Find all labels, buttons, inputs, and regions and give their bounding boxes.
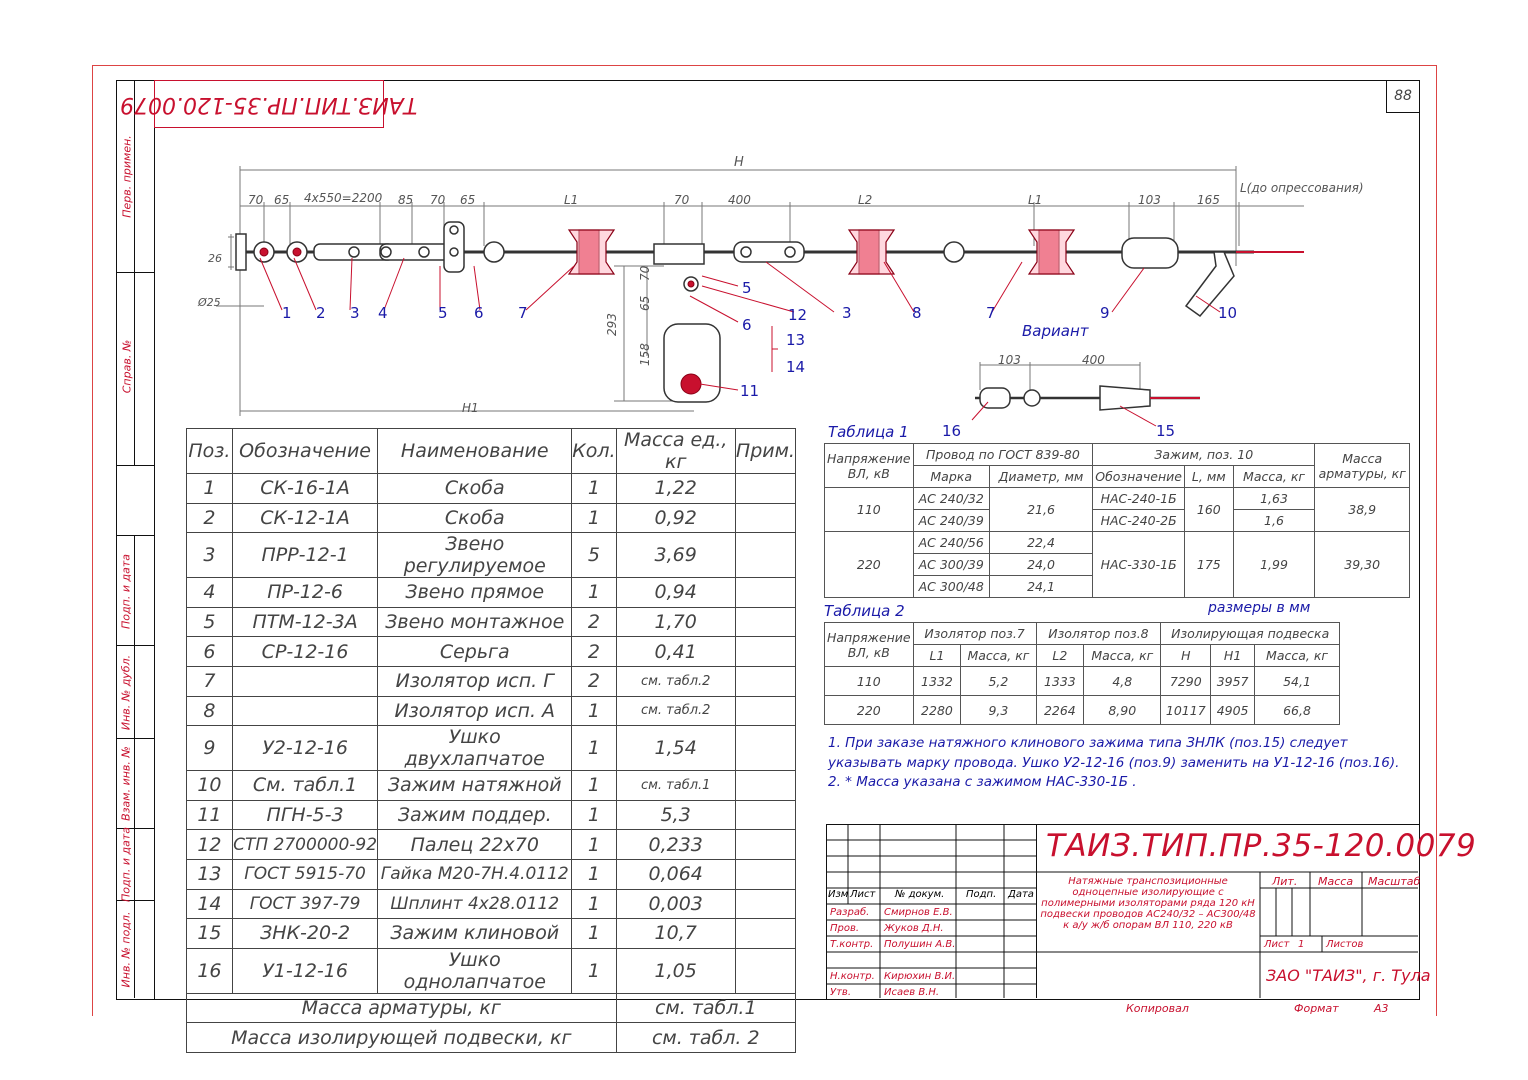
cell: Шплинт 4х28.0112 <box>378 889 572 919</box>
doc-title: Натяжные транспозиционные одноцепные изолирующие с полимерными изоляторами ряда 120 кН подвески проводов АС240/32 – АС300/48 к а/у ж/б опорам ВЛ 110, 220 кВ <box>1040 876 1256 931</box>
tb-role-5: Н.контр. <box>830 971 875 982</box>
table-row <box>187 696 796 726</box>
variant-dim-400: 400 <box>1082 353 1105 367</box>
cell: Серьга <box>378 637 572 667</box>
t1-h-clamp: Зажим, поз. 10 <box>1093 444 1315 466</box>
cell: 3,69 <box>616 533 735 578</box>
dim-L-note: L(до опрессования) <box>1240 181 1364 195</box>
cell: см. табл.2 <box>616 666 735 696</box>
cell: АС 300/48 <box>913 576 989 598</box>
cell: 1,99 <box>1233 532 1315 598</box>
tb-sheet: Лист <box>1264 939 1290 950</box>
cell: 10117 <box>1161 696 1211 725</box>
cell: 175 <box>1184 532 1233 598</box>
cell: 39,30 <box>1315 532 1410 598</box>
callout-6b: 6 <box>742 316 752 334</box>
table2 <box>824 622 1340 725</box>
dim-293: 293 <box>605 313 619 336</box>
callout-10: 10 <box>1218 304 1238 322</box>
cell: 7290 <box>1161 667 1211 696</box>
cell: 220 <box>825 532 914 598</box>
cell: 0,003 <box>616 889 735 919</box>
t1-h-desig: Обозначение <box>1093 466 1185 488</box>
t2-h-susp: Изолирующая подвеска <box>1161 623 1340 645</box>
cell: 5,3 <box>616 800 735 830</box>
cell: ПРР-12-1 <box>232 533 377 578</box>
cell: Изолятор исп. А <box>378 696 572 726</box>
cell: 1,22 <box>616 474 735 504</box>
cell: 0,064 <box>616 859 735 889</box>
cell <box>735 666 795 696</box>
cell: 1 <box>572 771 616 801</box>
tb-name-3: Полушин А.В. <box>884 939 956 950</box>
cell: ПТМ-12-3А <box>232 607 377 637</box>
cell: 220 <box>825 696 914 725</box>
cell: 10 <box>187 771 233 801</box>
dim-70b: 70 <box>430 193 446 207</box>
tb-name-5: Кирюхин В.И. <box>884 971 956 982</box>
tb-name-6: Исаев В.Н. <box>884 987 940 998</box>
format-value: А3 <box>1374 1002 1389 1015</box>
callout-4: 4 <box>378 304 388 322</box>
cell: Масса арматуры, кг <box>187 993 617 1023</box>
copied-label: Копировал <box>1126 1002 1189 1015</box>
cell: ПГН-5-3 <box>232 800 377 830</box>
side-label-podp1: Подп. и дата <box>119 554 133 629</box>
cell: Зажим поддер. <box>378 800 572 830</box>
table-row <box>187 503 796 533</box>
cell: L2 <box>1036 645 1084 667</box>
variant-callout-16: 16 <box>942 422 962 440</box>
notes <box>828 734 1399 793</box>
cell <box>735 919 795 949</box>
dim-70c: 70 <box>674 193 690 207</box>
cell: Звено прямое <box>378 578 572 608</box>
callout-8: 8 <box>912 304 922 322</box>
spec-h-qty: Кол. <box>572 429 616 474</box>
tb-name-2: Жуков Д.Н. <box>884 923 944 934</box>
cell: 1 <box>572 919 616 949</box>
side-label-sprav: Справ. № <box>120 339 134 394</box>
cell: ГОСТ 397-79 <box>232 889 377 919</box>
cell: 14 <box>187 889 233 919</box>
callout-2: 2 <box>316 304 326 322</box>
cell: 1,54 <box>616 726 735 771</box>
side-label-perv: Перв. примен. <box>120 135 134 218</box>
format-label: Формат <box>1294 1002 1339 1015</box>
cell: Масса, кг <box>1255 645 1340 667</box>
cell <box>735 948 795 993</box>
spec-h-pos: Поз. <box>187 429 233 474</box>
cell: НАС-240-1Б <box>1093 488 1185 510</box>
variant-callout-15: 15 <box>1156 422 1176 440</box>
table-row <box>187 830 796 860</box>
cell: 0,41 <box>616 637 735 667</box>
cell: 15 <box>187 919 233 949</box>
tb-col-izm: Изм <box>828 889 849 900</box>
cell: L1 <box>913 645 961 667</box>
spec-h-name: Наименование <box>378 429 572 474</box>
table-row <box>187 666 796 696</box>
cell: СК-16-1А <box>232 474 377 504</box>
mirrored-doc-code-text: ТАИЗ.ТИП.ПР.35-120.0079 <box>120 91 418 117</box>
cell: 1,6 <box>1233 510 1315 532</box>
tb-role-1: Разраб. <box>830 907 870 918</box>
cell: 54,1 <box>1255 667 1340 696</box>
cell: 3 <box>187 533 233 578</box>
spec-h-mass: Масса ед., кг <box>616 429 735 474</box>
table-row <box>187 726 796 771</box>
t1-h-diam: Диаметр, мм <box>989 466 1092 488</box>
spec-footer-row <box>187 993 796 1023</box>
page-number: 88 <box>1394 88 1412 104</box>
dim-65b: 65 <box>460 193 476 207</box>
cell: АС 300/39 <box>913 554 989 576</box>
dim-70a: 70 <box>248 193 264 207</box>
cell: НАС-330-1Б <box>1093 532 1185 598</box>
cell: 3957 <box>1211 667 1255 696</box>
company: ЗАО "ТАИЗ", г. Тула <box>1266 966 1431 985</box>
cell: У1-12-16 <box>232 948 377 993</box>
cell: НАС-240-2Б <box>1093 510 1185 532</box>
t1-h-mass: Масса арматуры, кг <box>1315 444 1410 488</box>
t1-h-mark: Марка <box>913 466 989 488</box>
side-label-vzam: Взам. инв. № <box>119 746 133 821</box>
cell: 16 <box>187 948 233 993</box>
dim-70v: 70 <box>638 265 652 281</box>
dim-165: 165 <box>1197 193 1220 207</box>
table-row <box>187 607 796 637</box>
tb-sheet-no: 1 <box>1298 939 1305 950</box>
dim-L1b: L1 <box>1028 193 1043 207</box>
cell: 4 <box>187 578 233 608</box>
cell: 2264 <box>1036 696 1084 725</box>
side-label-podp2: Подп. и дата <box>119 827 133 902</box>
cell: СР-12-16 <box>232 637 377 667</box>
cell: 1333 <box>1036 667 1084 696</box>
table-row <box>187 474 796 504</box>
tb-col-list: Лист <box>850 889 876 900</box>
tb-role-2: Пров. <box>830 923 860 934</box>
cell: 1 <box>572 948 616 993</box>
cell <box>735 889 795 919</box>
table-row <box>187 948 796 993</box>
dim-85: 85 <box>398 193 414 207</box>
cell <box>735 607 795 637</box>
cell <box>735 578 795 608</box>
spec-h-desig: Обозначение <box>232 429 377 474</box>
side-label-inv-podl: Инв. № подл. <box>119 911 133 988</box>
cell: 7 <box>187 666 233 696</box>
tb-mass: Масса <box>1318 875 1354 888</box>
cell: 8,90 <box>1084 696 1161 725</box>
tb-col-podp: Подп. <box>966 889 997 900</box>
cell: Масса изолирующей подвески, кг <box>187 1023 617 1053</box>
cell <box>232 666 377 696</box>
cell: см. табл.2 <box>616 696 735 726</box>
dim-H1: H1 <box>462 401 479 415</box>
t1-h-L: L, мм <box>1184 466 1233 488</box>
cell: 1,70 <box>616 607 735 637</box>
cell: Ушко однолапчатое <box>378 948 572 993</box>
table-row <box>187 578 796 608</box>
cell: См. табл.1 <box>232 771 377 801</box>
callout-12: 12 <box>788 306 808 324</box>
cell: 6 <box>187 637 233 667</box>
cell: 21,6 <box>989 488 1092 532</box>
cell: 1 <box>572 889 616 919</box>
cell: Изолятор исп. Г <box>378 666 572 696</box>
cell: 160 <box>1184 488 1233 532</box>
assembly-drawing <box>154 126 1418 426</box>
cell: 2280 <box>913 696 961 725</box>
cell: Зажим натяжной <box>378 771 572 801</box>
dim-26: 26 <box>208 252 222 265</box>
cell: ГОСТ 5915-70 <box>232 859 377 889</box>
page-number-box <box>1386 80 1419 113</box>
cell: 110 <box>825 667 914 696</box>
cell: см. табл. 2 <box>616 1023 795 1053</box>
variant-drawing <box>942 350 1220 445</box>
cell: см. табл.1 <box>616 771 735 801</box>
dim-L1a: L1 <box>564 193 579 207</box>
cell: 1 <box>572 726 616 771</box>
callout-14: 14 <box>786 358 806 376</box>
cell: Зажим клиновой <box>378 919 572 949</box>
cell: см. табл.1 <box>616 993 795 1023</box>
dim-L2: L2 <box>858 193 873 207</box>
tb-lit: Лит. <box>1272 875 1298 888</box>
table-row <box>825 667 1340 696</box>
mirrored-doc-code <box>120 80 418 128</box>
t1-h-wire: Провод по ГОСТ 839-80 <box>913 444 1093 466</box>
cell <box>735 696 795 726</box>
cell: 24,1 <box>989 576 1092 598</box>
dim-H: H <box>734 155 744 170</box>
spec-h-note: Прим. <box>735 429 795 474</box>
t2-h-ins7: Изолятор поз.7 <box>913 623 1036 645</box>
cell: Масса, кг <box>1084 645 1161 667</box>
cell: Гайка М20-7Н.4.0112 <box>378 859 572 889</box>
cell <box>232 696 377 726</box>
table-row <box>187 637 796 667</box>
cell: Масса, кг <box>961 645 1036 667</box>
tb-sheets: Листов <box>1326 939 1364 950</box>
callout-7: 7 <box>518 304 528 322</box>
cell: 1 <box>572 474 616 504</box>
table-row <box>187 800 796 830</box>
doc-code: ТАИЗ.ТИП.ПР.35-120.0079 <box>1046 828 1477 864</box>
dim-phi25: Ø25 <box>198 296 221 309</box>
cell: 2 <box>572 666 616 696</box>
cell: У2-12-16 <box>232 726 377 771</box>
cell: 2 <box>572 607 616 637</box>
cell: 2 <box>187 503 233 533</box>
side-label-inv-dubl: Инв. № дубл. <box>119 654 133 731</box>
cell: АС 240/56 <box>913 532 989 554</box>
callout-3: 3 <box>350 304 360 322</box>
cell: 4,8 <box>1084 667 1161 696</box>
cell <box>735 800 795 830</box>
callout-13: 13 <box>786 331 806 349</box>
cell: 5 <box>572 533 616 578</box>
cell <box>735 533 795 578</box>
cell: H <box>1161 645 1211 667</box>
tb-col-doc: № докум. <box>895 889 945 900</box>
cell: СК-12-1А <box>232 503 377 533</box>
tb-scale: Масштаб <box>1368 875 1421 888</box>
cell: Звено монтажное <box>378 607 572 637</box>
cell: Скоба <box>378 474 572 504</box>
cell: 0,94 <box>616 578 735 608</box>
cell: 110 <box>825 488 914 532</box>
t1-h-clamp-mass: Масса, кг <box>1233 466 1315 488</box>
spec-header-row <box>187 429 796 474</box>
cell: Ушко двухлапчатое <box>378 726 572 771</box>
table1-title: Таблица 1 <box>828 423 909 441</box>
callout-9: 9 <box>1100 304 1110 322</box>
cell: 66,8 <box>1255 696 1340 725</box>
cell: 9 <box>187 726 233 771</box>
cell: 24,0 <box>989 554 1092 576</box>
cell: АС 240/39 <box>913 510 989 532</box>
t1-h-voltage: Напряжение ВЛ, кВ <box>825 444 914 488</box>
cell: 1 <box>572 503 616 533</box>
cell: 1 <box>572 696 616 726</box>
cell: 1 <box>572 578 616 608</box>
callout-1: 1 <box>282 304 292 322</box>
cell <box>735 637 795 667</box>
cell: Скоба <box>378 503 572 533</box>
callout-5: 5 <box>438 304 448 322</box>
callout-11: 11 <box>740 382 760 400</box>
cell: 5 <box>187 607 233 637</box>
cell: 2 <box>572 637 616 667</box>
t2-h-voltage: Напряжение ВЛ, кВ <box>825 623 914 667</box>
cell: 4905 <box>1211 696 1255 725</box>
table-row <box>825 696 1340 725</box>
cell <box>735 726 795 771</box>
dim-4x550: 4x550=2200 <box>304 191 383 205</box>
variant-label: Вариант <box>1022 322 1089 340</box>
cell: СТП 2700000-92 <box>232 830 377 860</box>
callout-3b: 3 <box>842 304 852 322</box>
cell: 10,7 <box>616 919 735 949</box>
cell: 1 <box>572 859 616 889</box>
dim-65v: 65 <box>638 295 652 311</box>
tb-col-date: Дата <box>1008 889 1034 900</box>
cell: H1 <box>1211 645 1255 667</box>
cell <box>735 474 795 504</box>
cell: 22,4 <box>989 532 1092 554</box>
cell: 8 <box>187 696 233 726</box>
specification-table <box>186 428 796 1053</box>
spec-footer-row <box>187 1023 796 1053</box>
cell: ПР-12-6 <box>232 578 377 608</box>
note-line-3: 2. * Масса указана с зажимом НАС-330-1Б . <box>828 774 1137 790</box>
t2-h-ins8: Изолятор поз.8 <box>1036 623 1161 645</box>
cell: 12 <box>187 830 233 860</box>
dim-103: 103 <box>1138 193 1161 207</box>
cell: 5,2 <box>961 667 1036 696</box>
units-note: размеры в мм <box>1208 600 1311 616</box>
cell: 1,05 <box>616 948 735 993</box>
callout-5b: 5 <box>742 279 752 297</box>
cell: 1,63 <box>1233 488 1315 510</box>
tb-name-1: Смирнов Е.В. <box>884 907 953 918</box>
note-line-1: 1. При заказе натяжного клинового зажима типа ЗНЛК (поз.15) следует <box>828 735 1348 751</box>
table-row <box>187 919 796 949</box>
cell: Палец 22х70 <box>378 830 572 860</box>
cell <box>735 771 795 801</box>
cell: 1 <box>187 474 233 504</box>
cell: 1332 <box>913 667 961 696</box>
cell: 1 <box>572 830 616 860</box>
cell <box>735 503 795 533</box>
callout-6: 6 <box>474 304 484 322</box>
dim-158: 158 <box>638 343 652 366</box>
note-line-2: указывать марку провода. Ушко У2-12-16 (поз.9) заменить на У1-12-16 (поз.16). <box>828 754 1400 771</box>
table-row <box>187 533 796 578</box>
cell: 1 <box>572 800 616 830</box>
cell: 38,9 <box>1315 488 1410 532</box>
cell <box>735 859 795 889</box>
tb-role-3: Т.контр. <box>830 939 874 950</box>
table-row <box>187 859 796 889</box>
dim-400: 400 <box>728 193 751 207</box>
cell: ЗНК-20-2 <box>232 919 377 949</box>
table1 <box>824 443 1410 598</box>
dim-65a: 65 <box>274 193 290 207</box>
table-row <box>187 771 796 801</box>
cell: Звено регулируемое <box>378 533 572 578</box>
cell: 0,92 <box>616 503 735 533</box>
cell: 13 <box>187 859 233 889</box>
cell: 0,233 <box>616 830 735 860</box>
cell: 9,3 <box>961 696 1036 725</box>
table2-title: Таблица 2 <box>824 602 905 620</box>
variant-dim-103: 103 <box>998 353 1021 367</box>
cell <box>735 830 795 860</box>
tb-role-6: Утв. <box>830 987 851 998</box>
cell: 11 <box>187 800 233 830</box>
callout-7b: 7 <box>986 304 996 322</box>
cell: АС 240/32 <box>913 488 989 510</box>
table-row <box>187 889 796 919</box>
